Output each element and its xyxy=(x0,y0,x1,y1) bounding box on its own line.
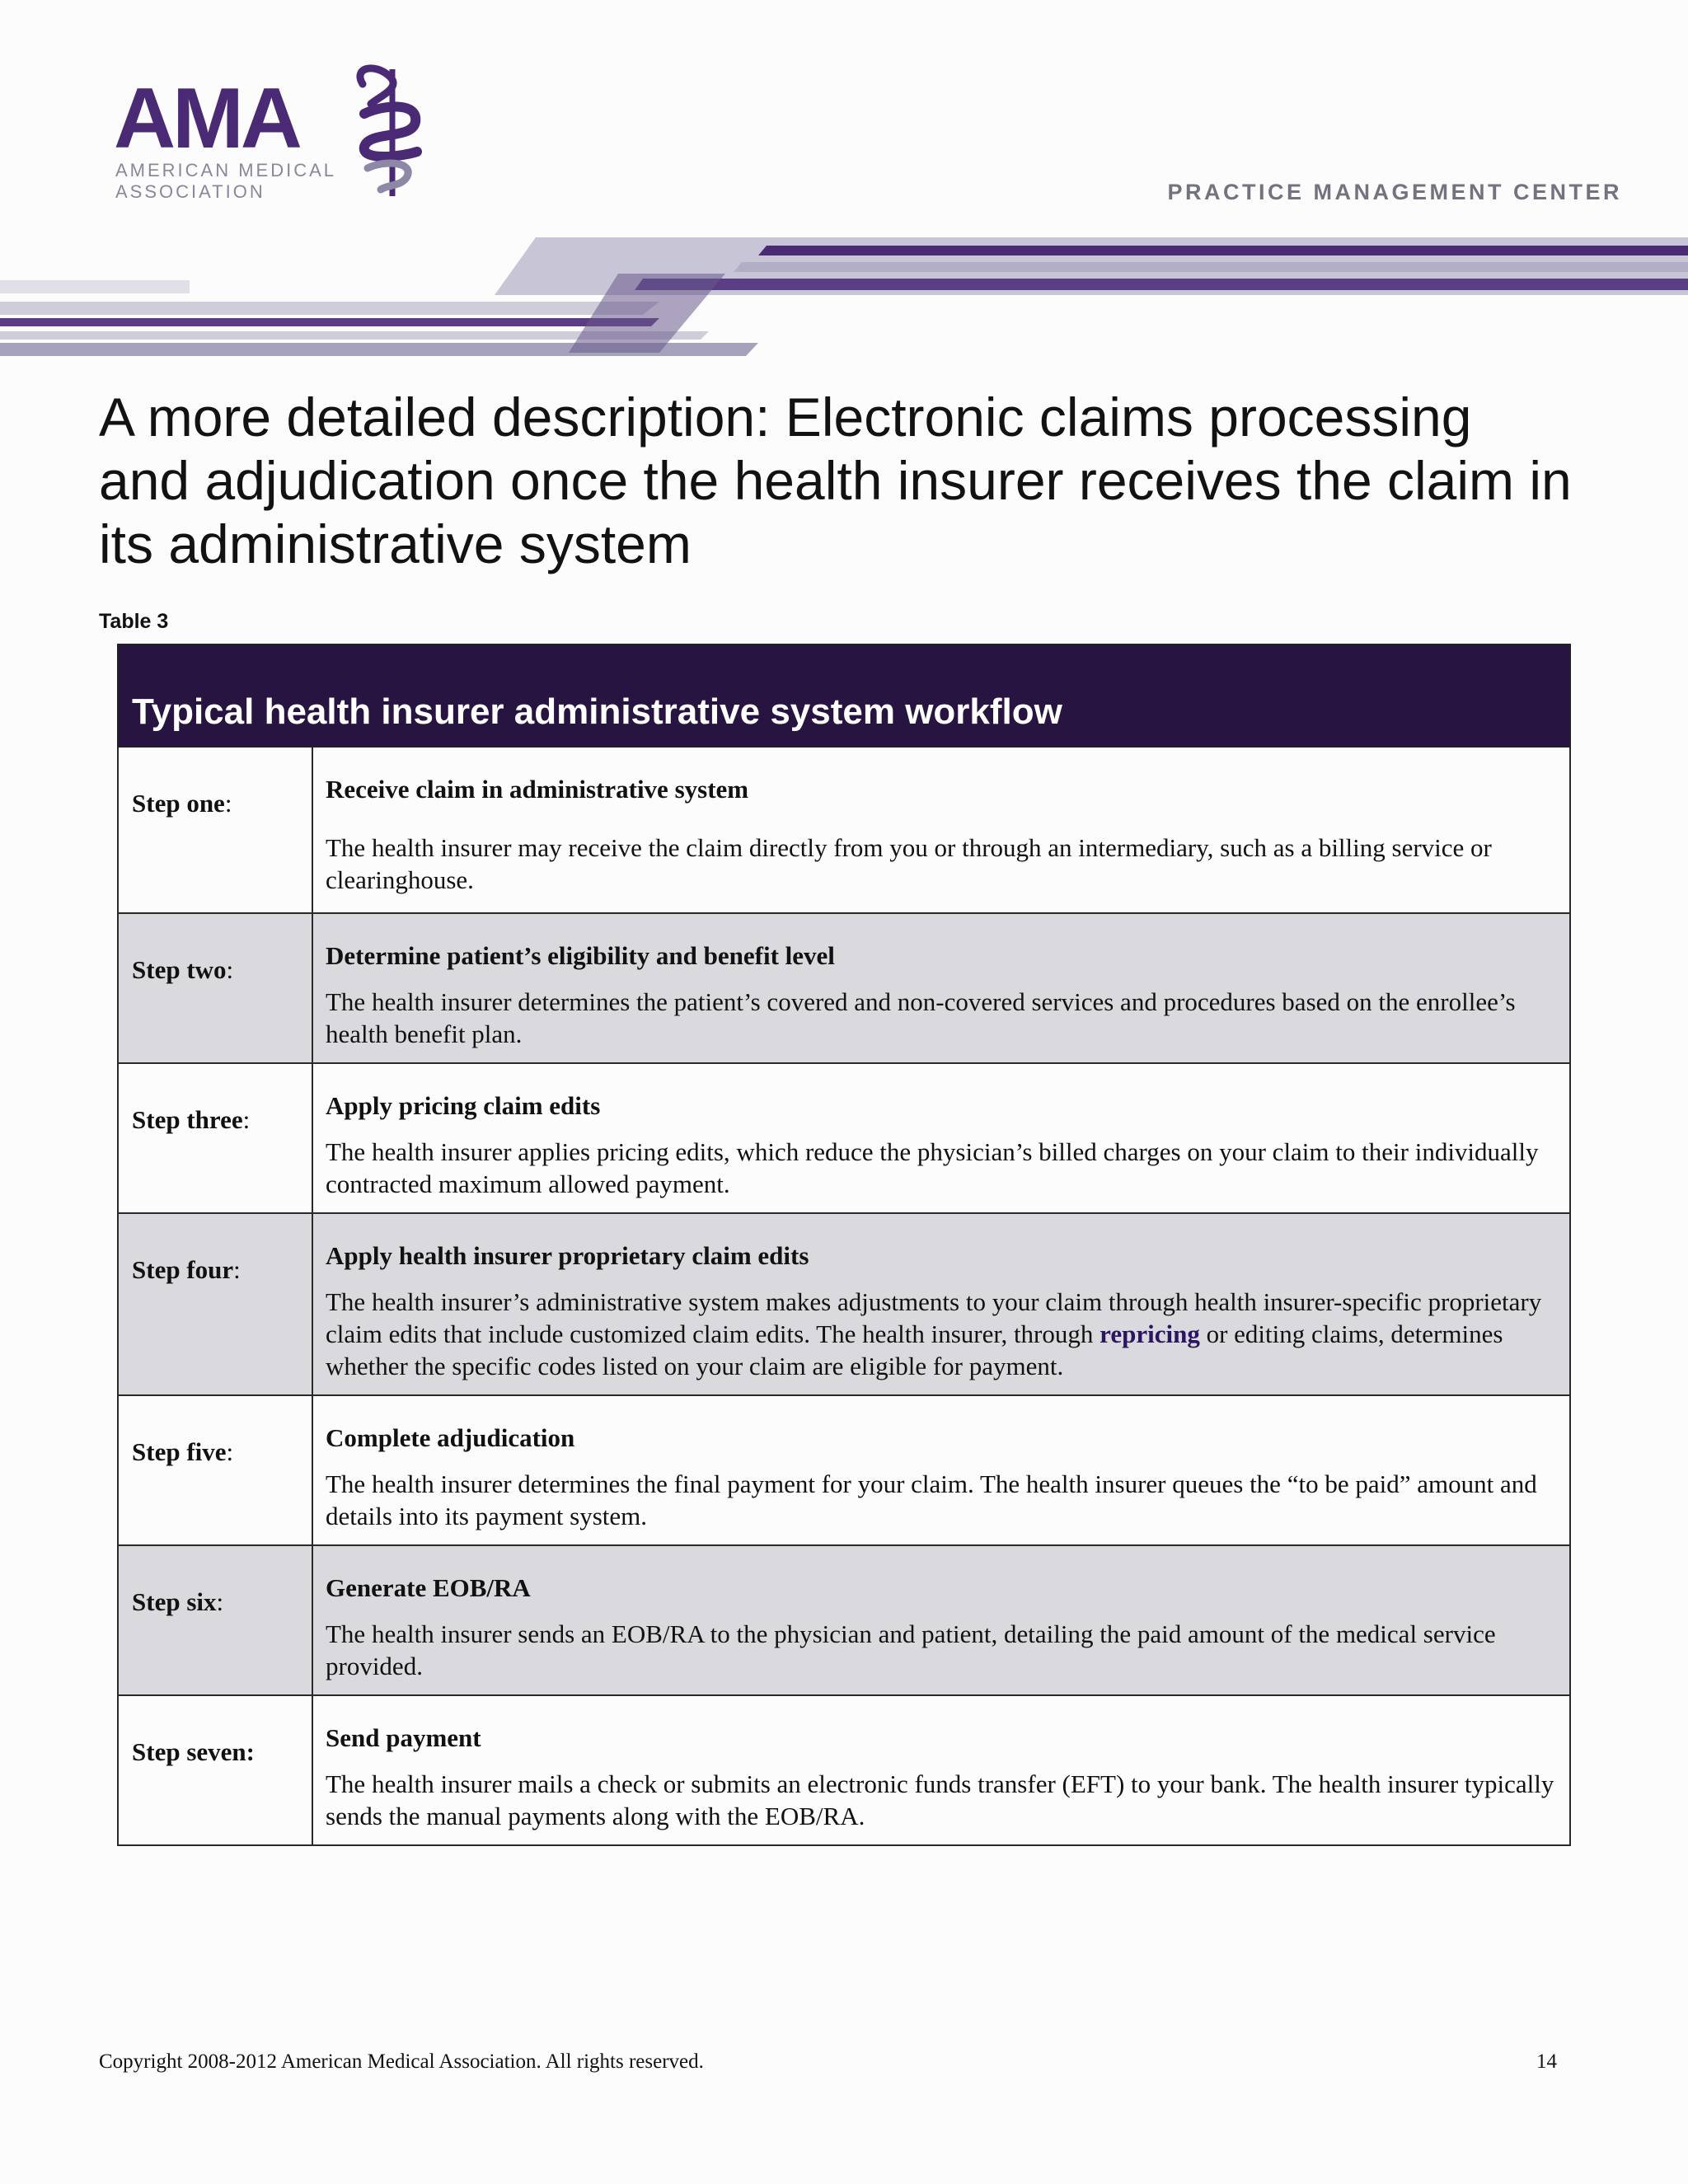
table-row xyxy=(118,1213,1570,1395)
table-heading: Typical health insurer administrative system workflow xyxy=(118,644,1570,747)
step-description xyxy=(312,1695,1570,1845)
table-row xyxy=(118,1395,1570,1545)
ama-logo xyxy=(114,64,435,213)
step-description xyxy=(312,1213,1570,1395)
step-text: The health insurer applies pricing edits, which reduce the physician’s billed charges on your claim to their individually contracted maximum allowed payment. xyxy=(326,1137,1539,1198)
workflow-table xyxy=(117,644,1571,1846)
table-caption: Table 3 xyxy=(99,610,169,633)
step-text: The health insurer determines the patient’s covered and non-covered services and procedures based on the enrollee’s health benefit plan. xyxy=(326,987,1516,1048)
step-description xyxy=(312,913,1570,1063)
step-description xyxy=(312,1063,1570,1213)
step-label: Step five: xyxy=(118,1395,312,1545)
step-label: Step three: xyxy=(118,1063,312,1213)
step-description xyxy=(312,1395,1570,1545)
logo-subtitle: AMERICAN MEDICAL ASSOCIATION xyxy=(115,160,337,202)
repricing-link[interactable]: repricing xyxy=(1093,1319,1200,1348)
caduceus-logo-icon xyxy=(345,64,435,204)
practice-management-center-label: PRACTICE MANAGEMENT CENTER xyxy=(1167,180,1622,204)
table-row xyxy=(118,1545,1570,1695)
step-text: The health insurer sends an EOB/RA to the physician and patient, detailing the paid amount of the medical service provided. xyxy=(326,1619,1496,1680)
copyright-footer: Copyright 2008-2012 American Medical Association. All rights reserved. xyxy=(99,2050,704,2073)
table-row xyxy=(118,1063,1570,1213)
step-description xyxy=(312,1545,1570,1695)
logo-text: AMA xyxy=(114,71,299,166)
step-description xyxy=(312,747,1570,913)
step-title: Complete adjudication xyxy=(326,1423,575,1452)
table-row xyxy=(118,1695,1570,1845)
step-label: Step four: xyxy=(118,1213,312,1395)
step-title: Receive claim in administrative system xyxy=(326,775,749,804)
page-number: 14 xyxy=(1536,2050,1557,2073)
table-row xyxy=(118,747,1570,913)
step-title: Send payment xyxy=(326,1723,481,1752)
step-text: The health insurer determines the final payment for your claim. The health insurer queues the “to be paid” amount and details into its payment system. xyxy=(326,1469,1537,1530)
table-row xyxy=(118,913,1570,1063)
step-title: Apply pricing claim edits xyxy=(326,1091,601,1120)
step-label: Step seven: xyxy=(118,1695,312,1845)
step-title: Generate EOB/RA xyxy=(326,1573,531,1602)
page-title: A more detailed description: Electronic claims processing and adjudication once the health insurer receives the claim in its administrative system xyxy=(99,387,1572,574)
step-text: The health insurer mails a check or submits an electronic funds transfer (EFT) to your bank. The health insurer typically sends the manual payments along with the EOB/RA. xyxy=(326,1769,1554,1830)
step-label: Step one: xyxy=(118,747,312,913)
step-label: Step six: xyxy=(118,1545,312,1695)
step-text: The health insurer may receive the claim directly from you or through an intermediary, such as a billing service or clearinghouse. xyxy=(326,833,1492,894)
step-title: Determine patient’s eligibility and benefit level xyxy=(326,941,835,970)
header-banner-stripes xyxy=(0,237,1688,361)
step-label: Step two: xyxy=(118,913,312,1063)
step-title: Apply health insurer proprietary claim edits xyxy=(326,1241,809,1270)
step-text: The health insurer’s administrative system makes adjustments to your claim through health insurer-specific proprietary claim edits that include customized claim edits. The health insurer, through repricing or editing claims, determines whether the specific codes listed on your claim are eligible for payment. xyxy=(326,1287,1542,1380)
